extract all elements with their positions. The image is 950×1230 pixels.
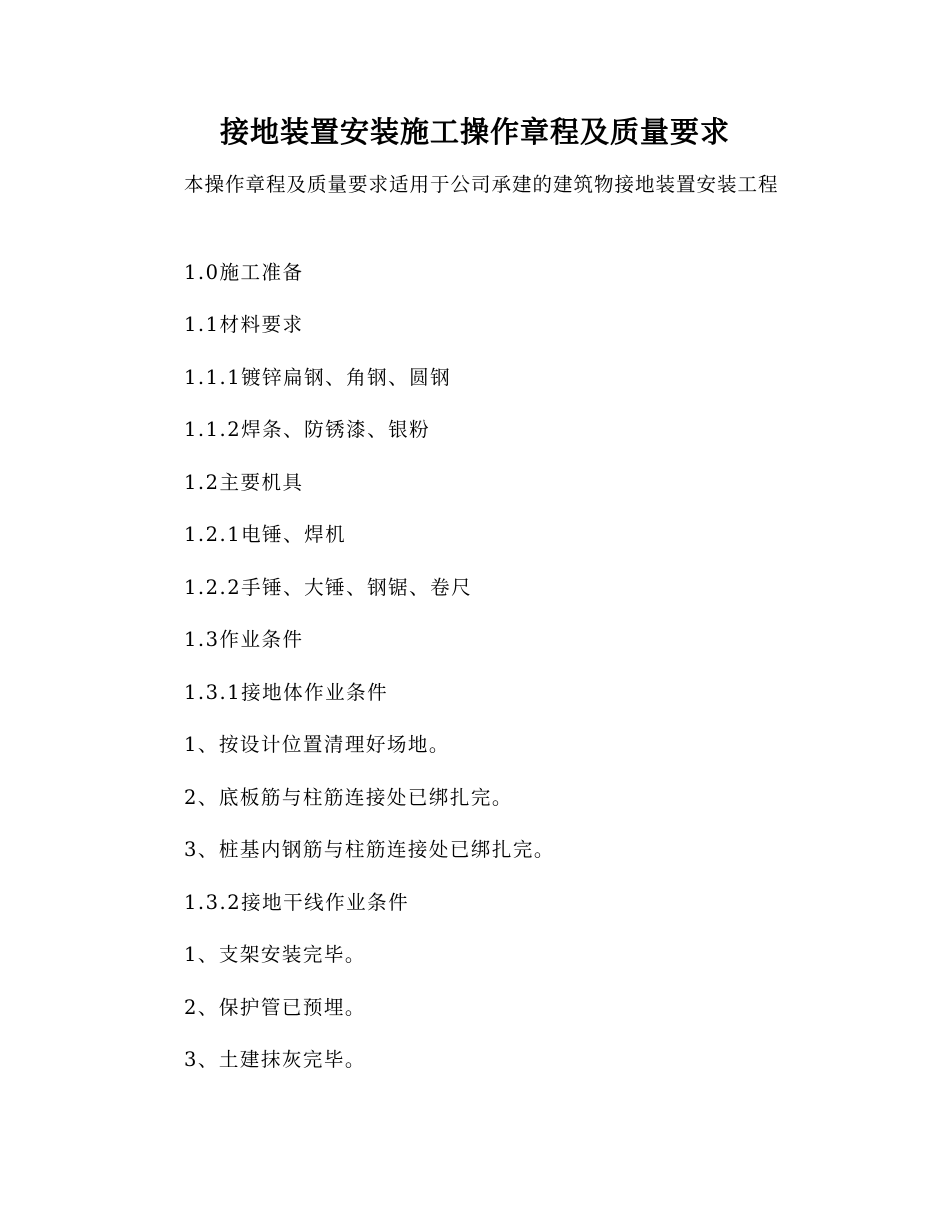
section-heading: 1.2主要机具 (184, 471, 304, 494)
list-item: 1.2.2手锤、大锤、钢锯、卷尺 (184, 576, 473, 599)
list-item: 1、按设计位置清理好场地。 (184, 733, 450, 756)
list-item: 1.1.1镀锌扁钢、角钢、圆钢 (184, 366, 452, 389)
section-heading: 1.3.1接地体作业条件 (184, 681, 389, 704)
section-heading: 1.1材料要求 (184, 313, 304, 336)
list-item: 2、保护管已预埋。 (184, 996, 366, 1019)
document-title: 接地装置安装施工操作章程及质量要求 (219, 115, 730, 149)
list-item: 2、底板筋与柱筋连接处已绑扎完。 (184, 786, 513, 809)
intro-paragraph: 本操作章程及质量要求适用于公司承建的建筑物接地装置安装工程 (184, 173, 779, 196)
section-heading: 1.0施工准备 (184, 261, 304, 284)
list-item: 1.2.1电锤、焊机 (184, 523, 347, 546)
list-item: 3、桩基内钢筋与柱筋连接处已绑扎完。 (184, 838, 555, 861)
list-item: 1、支架安装完毕。 (184, 943, 366, 966)
section-heading: 1.3作业条件 (184, 628, 304, 651)
section-heading: 1.3.2接地干线作业条件 (184, 891, 410, 914)
list-item: 1.1.2焊条、防锈漆、银粉 (184, 418, 431, 441)
list-item: 3、土建抹灰完毕。 (184, 1048, 366, 1071)
